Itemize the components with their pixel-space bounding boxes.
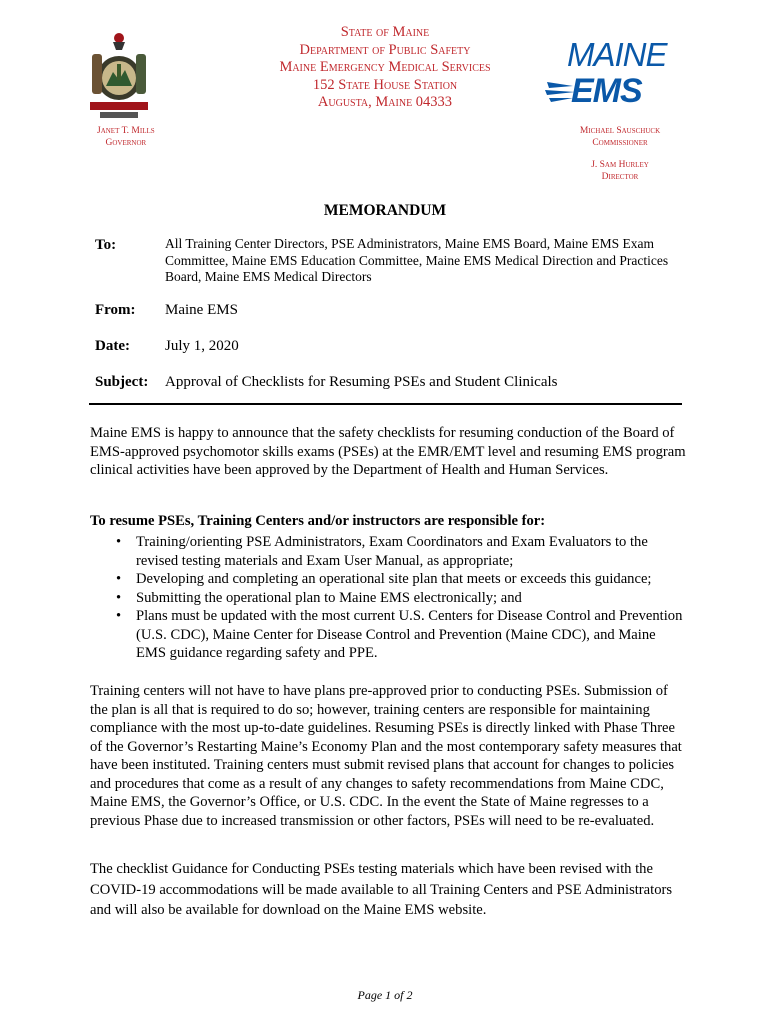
list-item: • Training/orienting PSE Administrators, Exam Coordinators and Exam Evaluators to the revised testing materials and Exam User Manual, as appropriate; — [116, 533, 686, 570]
governor-name: Janet T. Mills — [97, 126, 155, 136]
director-title: Director — [601, 172, 639, 182]
governor-title: Governor — [105, 138, 147, 148]
list-item: • Submitting the operational plan to Maine EMS electronically; and — [116, 589, 686, 608]
subject-label: Subject: — [95, 374, 149, 390]
memo-title: MEMORANDUM — [323, 202, 447, 219]
state-seal-icon — [80, 24, 158, 120]
date-value: July 1, 2020 — [165, 338, 239, 354]
date-label: Date: — [95, 338, 130, 354]
director-block — [560, 159, 680, 183]
governor-block — [97, 125, 155, 149]
from-value: Maine EMS — [165, 302, 238, 318]
address-line: Maine Emergency Medical Services — [279, 59, 491, 75]
page-number: Page 1 of 2 — [357, 988, 413, 1002]
to-value: All Training Center Directors, PSE Administrators, Maine EMS Board, Maine EMS Exam Committee, Maine EMS Education Committee, Maine EMS Medical Direction and Practices Board, Maine EMS Medical Directors — [165, 236, 669, 284]
director-name: J. Sam Hurley — [591, 160, 649, 170]
responsibility-list — [116, 533, 686, 663]
list-heading: To resume PSEs, Training Centers and/or instructors are responsible for: — [90, 513, 546, 529]
agency-address — [200, 24, 570, 112]
checklist-paragraph: The checklist Guidance for Conducting PSEs testing materials which have been revised with the COVID-19 accommodations will be made available to all Training Centers and PSE Administrators and will also be available for download on the Maine EMS website. — [90, 861, 673, 918]
commissioner-block — [560, 125, 680, 149]
list-item: • Plans must be updated with the most current U.S. Centers for Disease Control and Prevention (U.S. CDC), Maine Center for Disease Control and Prevention (Maine CDC), and Maine EMS guidance regarding safety and PPE. — [116, 607, 686, 663]
logo-ems-text: EMS — [571, 72, 642, 110]
intro-paragraph: Maine EMS is happy to announce that the safety checklists for resuming conduction of the Board of EMS-approved psychomotor skills exams (PSEs) at the EMR/EMT level and resuming EMS program clinical activities have been approved by the Department of Health and Human Services. — [90, 425, 686, 478]
address-line: Augusta, Maine 04333 — [317, 94, 453, 110]
header-divider — [89, 403, 682, 405]
address-line: State of Maine — [340, 24, 430, 40]
commissioner-name: Michael Sauschuck — [579, 126, 661, 136]
address-line: 152 State House Station — [312, 76, 458, 93]
maine-ems-logo — [545, 38, 675, 112]
from-label: From: — [95, 302, 136, 318]
subject-value: Approval of Checklists for Resuming PSEs and Student Clinicals — [165, 374, 558, 390]
plans-paragraph: Training centers will not have to have plans pre-approved prior to conducting PSEs. Submission of the plan is all that is required to do so; however, training centers are responsible for maintaining compliance with the most up-to-date guidelines. Resuming PSEs is directly linked with Phase Three of the Governor’s Restarting Maine’s Economy Plan and the most contemporary safety measures that have been instituted. Training centers must submit revised plans that account for changes to policies and procedures that come as a result of any changes to safety recommendations from Maine CDC, Maine EMS, the Governor’s Office, or U.S. CDC. In the event the State of Maine regresses to a previous Phase due to increased transmission or other factors, PSEs will need to be re-evaluated. — [90, 683, 682, 829]
list-item: • Developing and completing an operational site plan that meets or exceeds this guidance; — [116, 570, 686, 589]
logo-maine-text: MAINE — [567, 36, 667, 73]
to-label: To: — [95, 237, 117, 253]
commissioner-title: Commissioner — [592, 138, 648, 148]
address-line: Department of Public Safety — [299, 41, 471, 58]
